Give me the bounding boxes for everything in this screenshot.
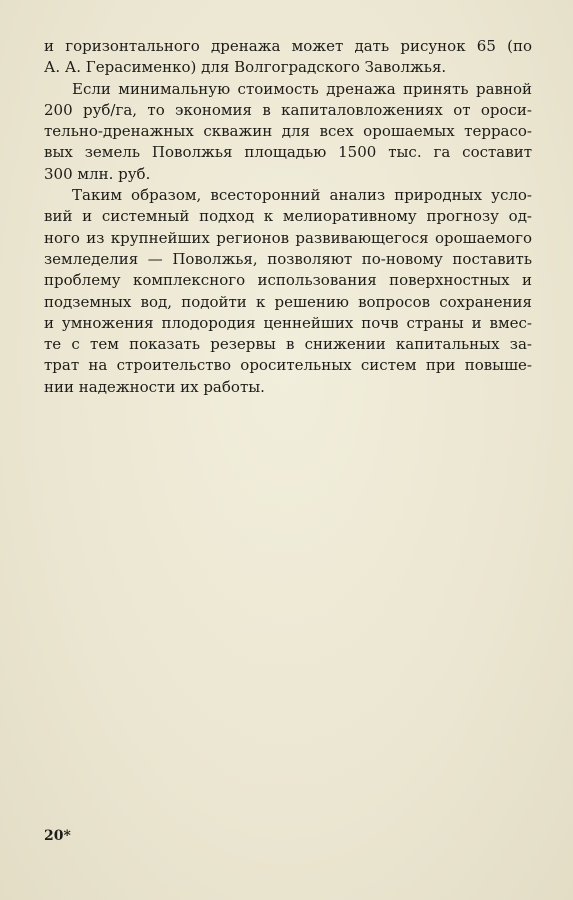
text-line: А. А. Герасименко) для Волгоградского Заволжья.	[44, 58, 447, 77]
text-line: Если минимальную стоимость дренажа принять равной	[72, 79, 532, 98]
body-text	[44, 36, 532, 398]
text-line: трат на строительство оросительных систем при повыше-	[44, 356, 532, 375]
text-line: подземных вод, подойти к решению вопросов сохранения	[44, 292, 532, 311]
text-line: и умножения плодородия ценнейших почв страны и вмес-	[44, 313, 532, 332]
text-line: Таким образом, всесторонний анализ природных усло-	[72, 186, 532, 205]
text-line: тельно-дренажных скважин для всех орошаемых террасо-	[44, 122, 532, 141]
text-line: ного из крупнейших регионов развивающегося орошаемого	[44, 228, 532, 247]
text-line: земледелия — Поволжья, позволяют по-новому поставить	[44, 249, 532, 268]
text-line: и горизонтального дренажа может дать рисунок 65 (по	[44, 37, 532, 55]
text-line: вий и системный подход к мелиоративному прогнозу од-	[44, 207, 532, 226]
text-line: 300 млн. руб.	[44, 164, 151, 183]
text-line: нии надежности их работы.	[44, 377, 265, 396]
text-line: проблему комплексного использования поверхностных и	[44, 271, 532, 290]
text-line: вых земель Поволжья площадью 1500 тыс. га составит	[44, 143, 532, 162]
text-line: 200 руб/га, то экономия в капиталовложениях от ороси-	[44, 100, 532, 119]
page-number: 20*	[44, 828, 71, 844]
text-line: те с тем показать резервы в снижении капитальных за-	[44, 335, 532, 354]
